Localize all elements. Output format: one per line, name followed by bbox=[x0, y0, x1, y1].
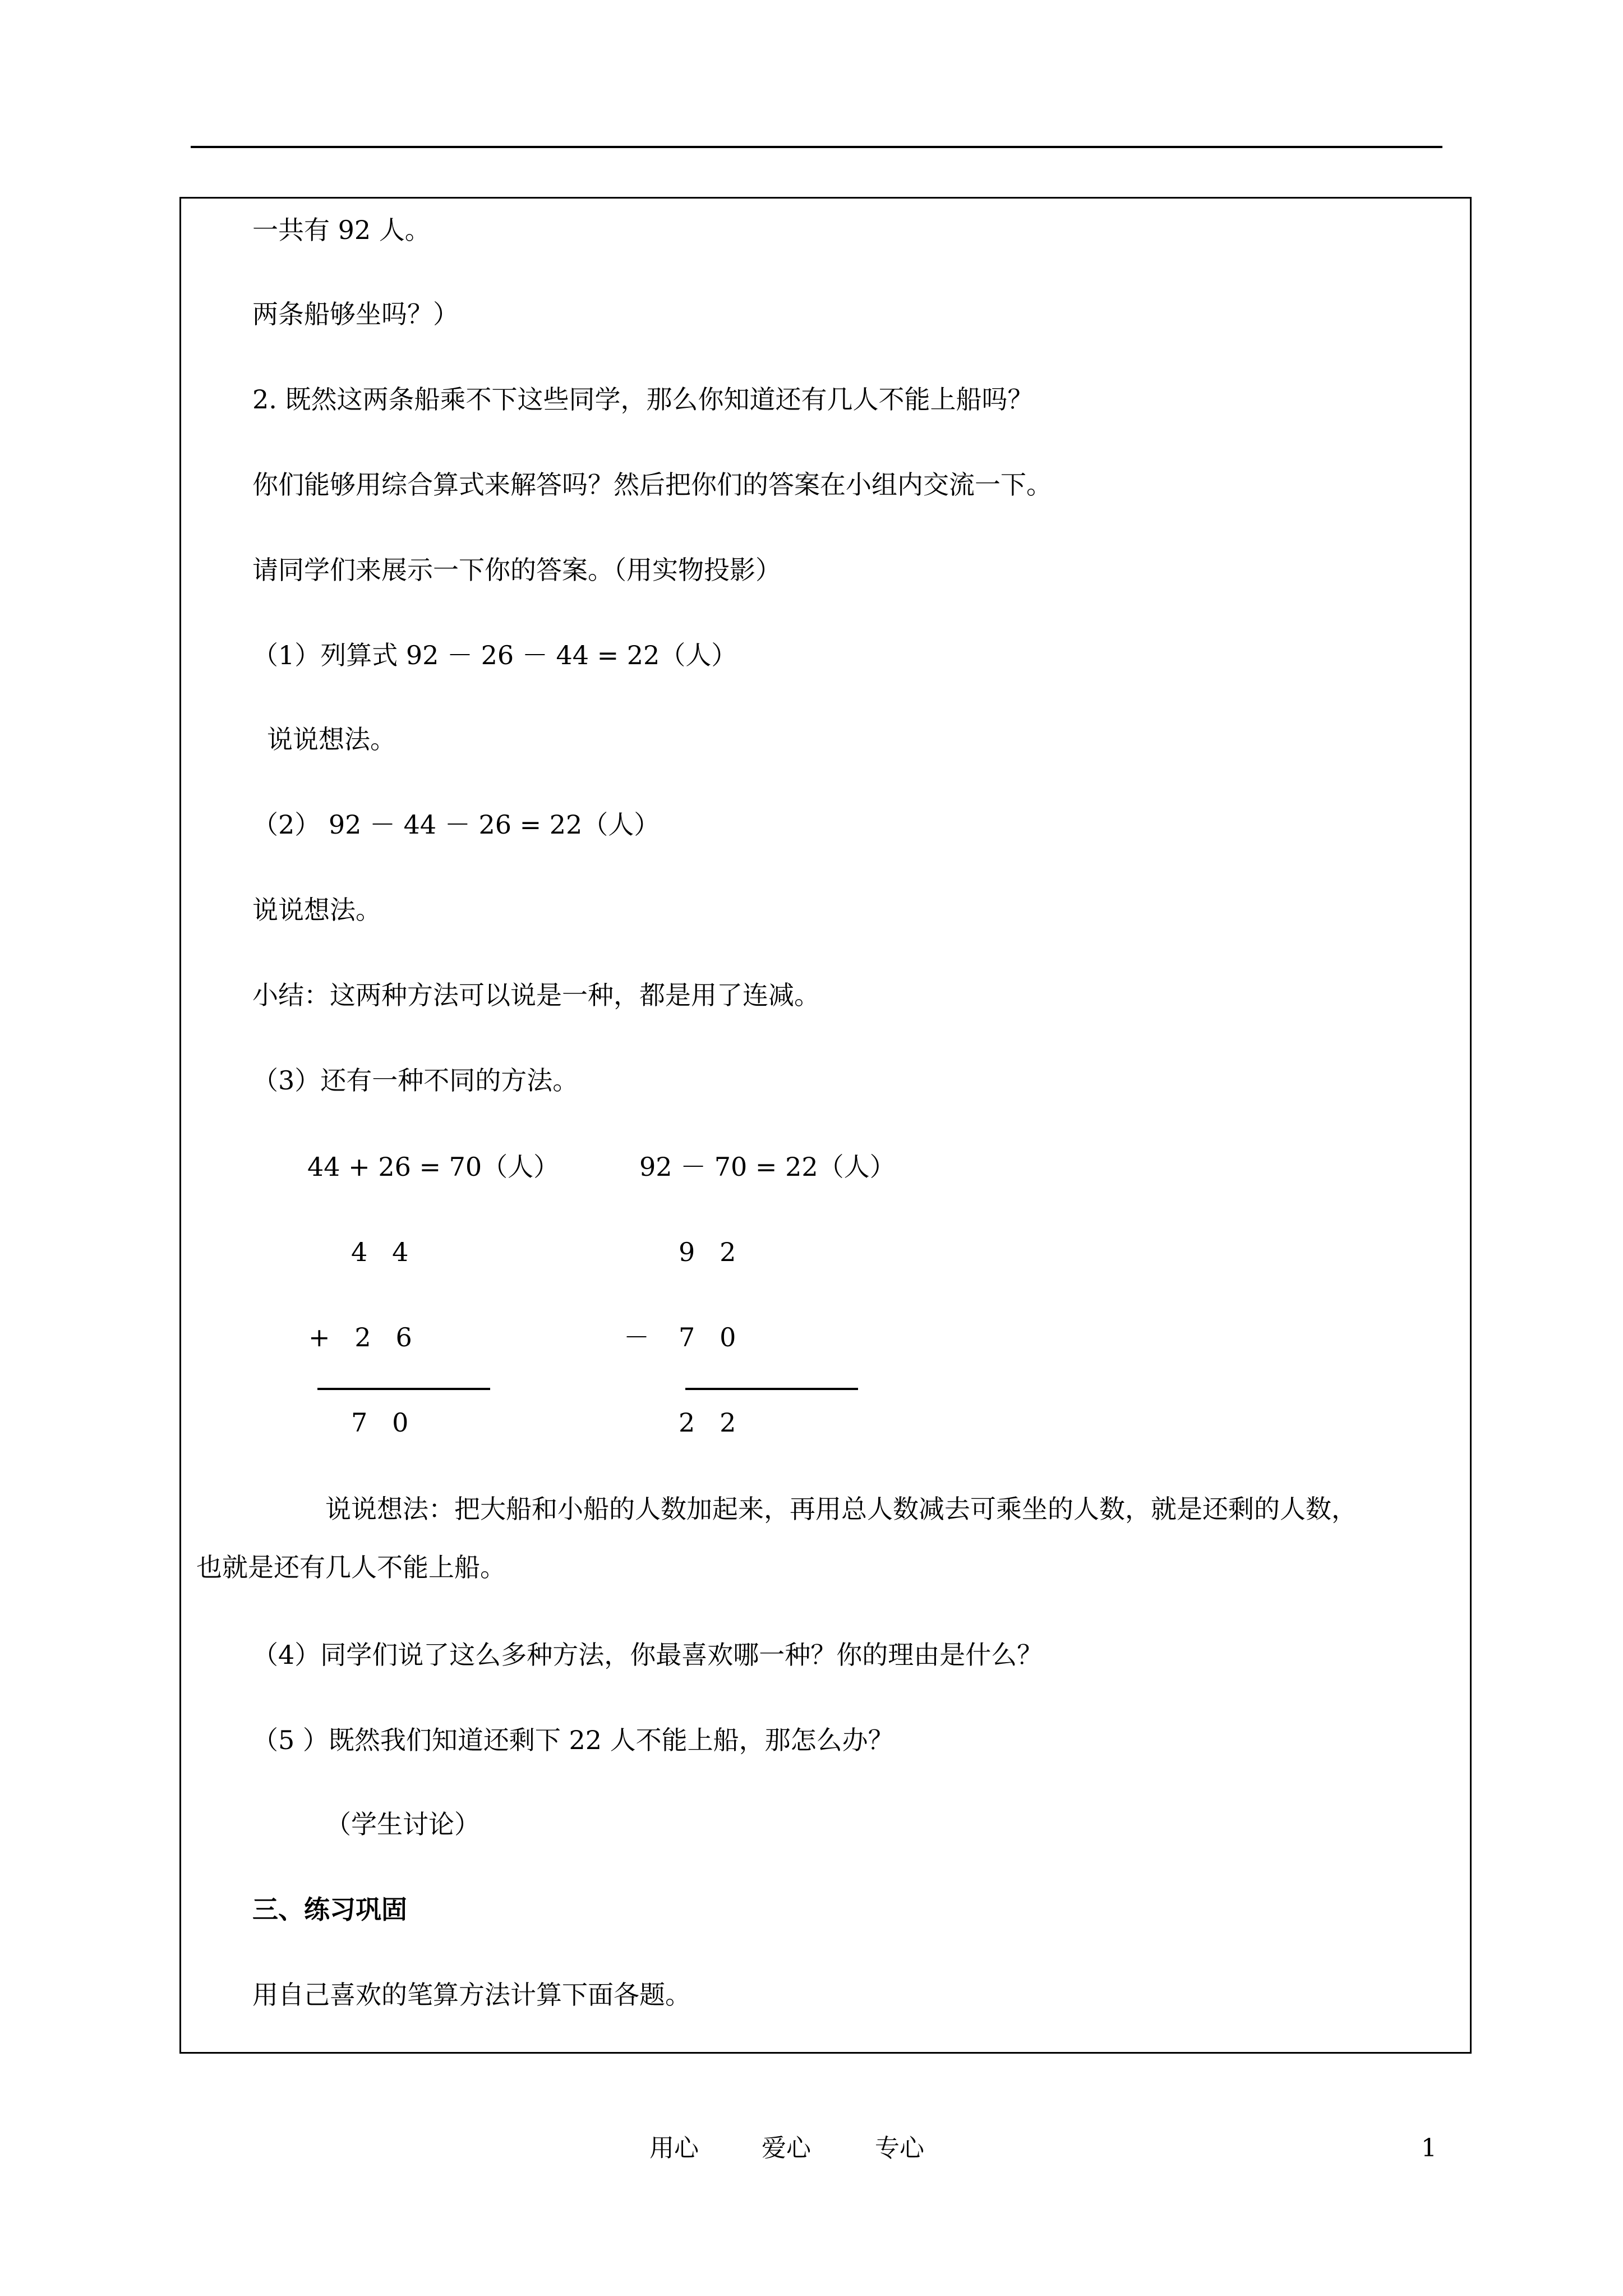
text-line: （学生讨论） bbox=[325, 1809, 480, 1839]
text-line: 用自己喜欢的笔算方法计算下面各题。 bbox=[252, 1980, 691, 2010]
footer-motto-1: 用心 bbox=[649, 2134, 699, 2162]
text-line: 两条船够坐吗？） bbox=[252, 299, 459, 329]
text-line: 你们能够用综合算式来解答吗？然后把你们的答案在小组内交流一下。 bbox=[252, 470, 1052, 500]
header-rule bbox=[191, 146, 1442, 148]
page-number: 1 bbox=[1421, 2134, 1437, 2162]
vertical-add-rule bbox=[317, 1388, 490, 1390]
vertical-add-middle: + 2 6 bbox=[308, 1322, 412, 1352]
text-line: 也就是还有几人不能上船。 bbox=[196, 1552, 506, 1582]
vertical-sub-rule bbox=[685, 1388, 858, 1390]
text-line: 说说想法：把大船和小船的人数加起来，再用总人数减去可乘坐的人数，就是还剩的人数， bbox=[325, 1494, 1357, 1524]
equation-subtract: 92 － 70 = 22（人） bbox=[639, 1152, 896, 1182]
text-line: 说说想法。 bbox=[267, 724, 396, 754]
vertical-sub-top: 9 2 bbox=[679, 1237, 736, 1267]
vertical-sub-result: 2 2 bbox=[679, 1407, 736, 1438]
text-line: 说说想法。 bbox=[252, 895, 381, 925]
text-line: （1）列算式 92 － 26 － 44 = 22（人） bbox=[252, 640, 737, 670]
text-line: （5 ）既然我们知道还剩下 22 人不能上船，那怎么办？ bbox=[252, 1725, 894, 1755]
equation-add: 44 + 26 = 70（人） bbox=[307, 1152, 560, 1182]
vertical-sub-middle: 7 0 bbox=[679, 1322, 736, 1352]
vertical-add-result: 7 0 bbox=[351, 1407, 409, 1438]
text-line: （3）还有一种不同的方法。 bbox=[252, 1065, 579, 1096]
footer-motto-2: 爱心 bbox=[762, 2134, 811, 2162]
footer-motto-3: 专心 bbox=[875, 2134, 924, 2162]
section-heading: 三、练习巩固 bbox=[252, 1894, 407, 1925]
text-line: 请同学们来展示一下你的答案。（用实物投影） bbox=[252, 555, 781, 585]
vertical-add-top: 4 4 bbox=[351, 1237, 409, 1267]
vertical-sub-operator: － bbox=[624, 1322, 649, 1352]
summary-line: 小结：这两种方法可以说是一种，都是用了连减。 bbox=[252, 980, 820, 1010]
text-line: （4）同学们说了这么多种方法，你最喜欢哪一种？你的理由是什么？ bbox=[252, 1640, 1043, 1670]
text-line: 2. 既然这两条船乘不下这些同学，那么你知道还有几人不能上船吗？ bbox=[252, 384, 1034, 415]
text-line: 一共有 92 人。 bbox=[252, 215, 431, 245]
text-line: （2） 92 － 44 － 26 = 22（人） bbox=[252, 809, 660, 840]
